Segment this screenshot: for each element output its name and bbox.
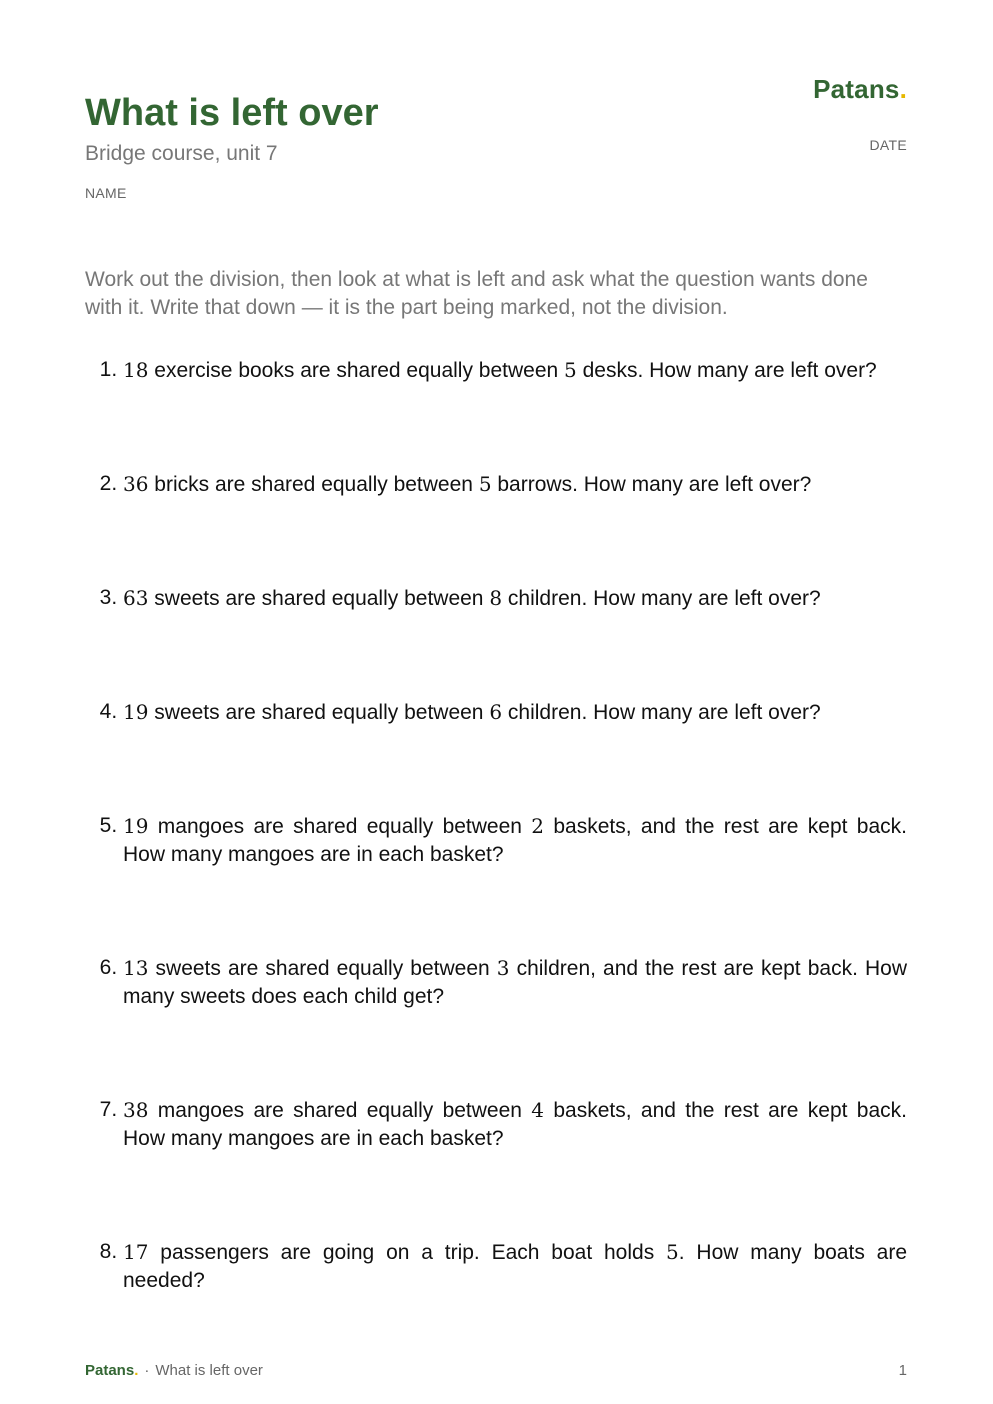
- question-2: [85, 470, 907, 499]
- brand-name: Patans: [813, 74, 900, 104]
- page-number: 1: [898, 1362, 907, 1379]
- question-text: 13 sweets are shared equally between 3 children, and the rest are kept back. How many sweets does each child get?: [123, 956, 907, 1008]
- question-text: 19 sweets are shared equally between 6 children. How many are left over?: [123, 700, 821, 724]
- page-subtitle: Bridge course, unit 7: [85, 142, 278, 165]
- date-label: DATE: [869, 137, 907, 153]
- name-label: NAME: [85, 185, 127, 201]
- question-5: [85, 812, 907, 869]
- footer: [85, 1362, 263, 1379]
- question-text: 36 bricks are shared equally between 5 barrows. How many are left over?: [123, 472, 812, 496]
- brand-dot: .: [899, 74, 907, 104]
- question-number: 8.: [99, 1240, 118, 1263]
- question-number: 2.: [99, 472, 118, 495]
- brand-logo: [813, 74, 907, 105]
- question-text: 18 exercise books are shared equally between 5 desks. How many are left over?: [123, 358, 877, 382]
- page-title: What is left over: [85, 92, 379, 134]
- question-number: 7.: [99, 1098, 118, 1121]
- footer-brand: Patans.: [85, 1362, 139, 1379]
- question-number: 1.: [99, 358, 118, 381]
- question-4: [85, 698, 907, 727]
- footer-doc-title: What is left over: [155, 1362, 263, 1379]
- question-1: [85, 356, 907, 385]
- question-text: 63 sweets are shared equally between 8 children. How many are left over?: [123, 586, 821, 610]
- question-8: [85, 1238, 907, 1295]
- question-text: 17 passengers are going on a trip. Each boat holds 5. How many boats are needed?: [123, 1240, 907, 1292]
- question-6: [85, 954, 907, 1011]
- question-number: 4.: [99, 700, 118, 723]
- question-number: 5.: [99, 814, 118, 837]
- question-text: 19 mangoes are shared equally between 2 baskets, and the rest are kept back. How many mangoes are in each basket?: [123, 814, 907, 866]
- question-text: 38 mangoes are shared equally between 4 baskets, and the rest are kept back. How many mangoes are in each basket?: [123, 1098, 907, 1150]
- footer-separator: ·: [144, 1362, 150, 1379]
- question-number: 6.: [99, 956, 118, 979]
- instructions: Work out the division, then look at what is left and ask what the question wants done with it. Write that down — it is the part being marked, not the division.: [85, 268, 868, 319]
- question-3: [85, 584, 907, 613]
- question-7: [85, 1096, 907, 1153]
- question-number: 3.: [99, 586, 118, 609]
